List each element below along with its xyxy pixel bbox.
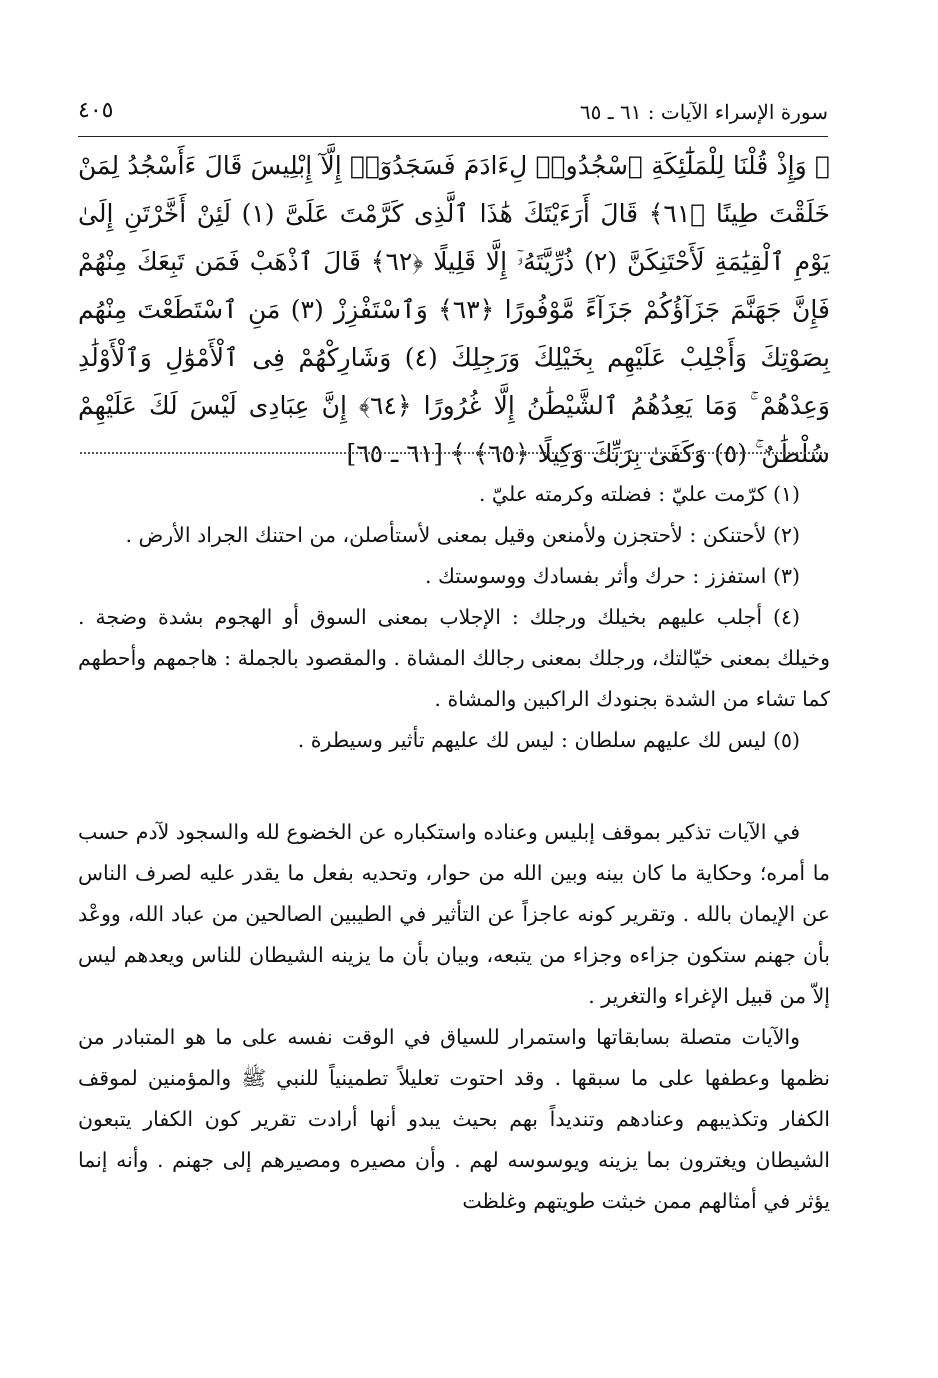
page-number: ٤٠٥ [78,98,114,123]
surah-title: سورة الإسراء الآيات : ٦١ ـ ٦٥ [579,100,828,124]
footnote-2: (٢) لأحتنكن : لأحتجزن ولأمنعن وقيل بمعنى لأستأصلن، من احتنك الجراد الأرض . [125,523,800,547]
quran-verses: ﴿ وَإِذْ قُلْنَا لِلْمَلَٰٓئِكَةِ ٱسْجُدُوا۟ لِءَادَمَ فَسَجَدُوٓا۟ إِلَّآ إِبْلِيسَ قَالَ ءَأَسْجُدُ لِمَنْ خَلَقْتَ طِينًا ﴿٦١﴾ قَالَ أَرَءَيْتَكَ هَٰذَا ٱلَّذِى كَرَّمْتَ عَلَىَّ (١) لَئِنْ أَخَّرْتَنِ إِلَىٰ يَوْمِ ٱلْقِيَٰمَةِ لَأَحْتَنِكَنَّ (٢) ذُرِّيَّتَهُۥٓ إِلَّا قَلِيلًا ﴿٦٢﴾ قَالَ ٱذْهَبْ فَمَن تَبِعَكَ مِنْهُمْ فَإِنَّ جَهَنَّمَ جَزَآؤُكُمْ جَزَآءً مَّوْفُورًا ﴿٦٣﴾ وَٱسْتَفْزِزْ (٣) مَنِ ٱسْتَطَعْتَ مِنْهُم بِصَوْتِكَ وَأَجْلِبْ عَلَيْهِم بِخَيْلِكَ وَرَجِلِكَ (٤) وَشَارِكْهُمْ فِى ٱلْأَمْوَٰلِ وَٱلْأَوْلَٰدِ وَعِدْهُمْ ۚ وَمَا يَعِدُهُمُ ٱلشَّيْطَٰنُ إِلَّا غُرُورًا ﴿٦٤﴾ إِنَّ عِبَادِى لَيْسَ لَكَ عَلَيْهِمْ سُلْطَٰنٌ ۚ (٥) وَكَفَىٰ بِرَبِّكَ وَكِيلًا ﴿٦٥﴾ ﴾ [٦١ ـ ٦٥] [78,151,831,468]
footnote-4: (٤) أجلب عليهم بخيلك ورجلك : الإجلاب بمعنى السوق أو الهجوم بشدة وضجة . وخيلك بمعنى خيّالتك، ورجلك بمعنى رجالك المشاة . والمقصود بالجملة : هاجمهم وأحطهم كما تشاء من الشدة بجنودك الراكبين والمشاة . [78,605,830,711]
header-rule [78,136,828,137]
commentary [78,812,830,1222]
footnote-5: (٥) ليس لك عليهم سلطان : ليس لك عليهم تأثير وسيطرة . [297,728,800,752]
footnote-3: (٣) استفزز : حرك وأثر بفسادك ووسوستك . [424,564,800,588]
footnote-separator [80,452,826,454]
footnotes [78,474,830,761]
commentary-paragraph-2: والآيات متصلة بسابقاتها واستمرار للسياق في الوقت نفسه على ما هو المتبادر من نظمها وعطفها على ما سبقها . وقد احتوت تعليلاً تطمينياً للنبي ﷺ والمؤمنين لموقف الكفار وتكذيبهم وعنادهم وتنديداً بهم بحيث يبدو أنها أرادت تقرير كون الكفار يتبعون الشيطان ويغترون بما يزينه ويوسوسه لهم . وأن مصيره ومصيرهم إلى جهنم . وأنه إنما يؤثر في أمثالهم ممن خبثت طويتهم وغلظت [78,1025,830,1213]
commentary-paragraph-1: في الآيات تذكير بموقف إبليس وعناده واستكباره عن الخضوع لله والسجود لآدم حسب ما أمره؛ وحكاية ما كان بينه وبين الله من حوار، وتحديه بفعل ما يقدر عليه لصرف الناس عن الإيمان بالله . وتقرير كونه عاجزاً عن التأثير في الطيبين الصالحين من عباد الله، ووعْد بأن جهنم ستكون جزاءه وجزاء من يتبعه، وبيان بأن ما يزينه الشيطان للناس ويعدهم ليس إلاّ من قبيل الإغراء والتغرير . [78,820,830,1008]
page-header [78,96,828,136]
footnote-1: (١) كرّمت عليّ : فضلته وكرمته عليّ . [478,482,800,506]
